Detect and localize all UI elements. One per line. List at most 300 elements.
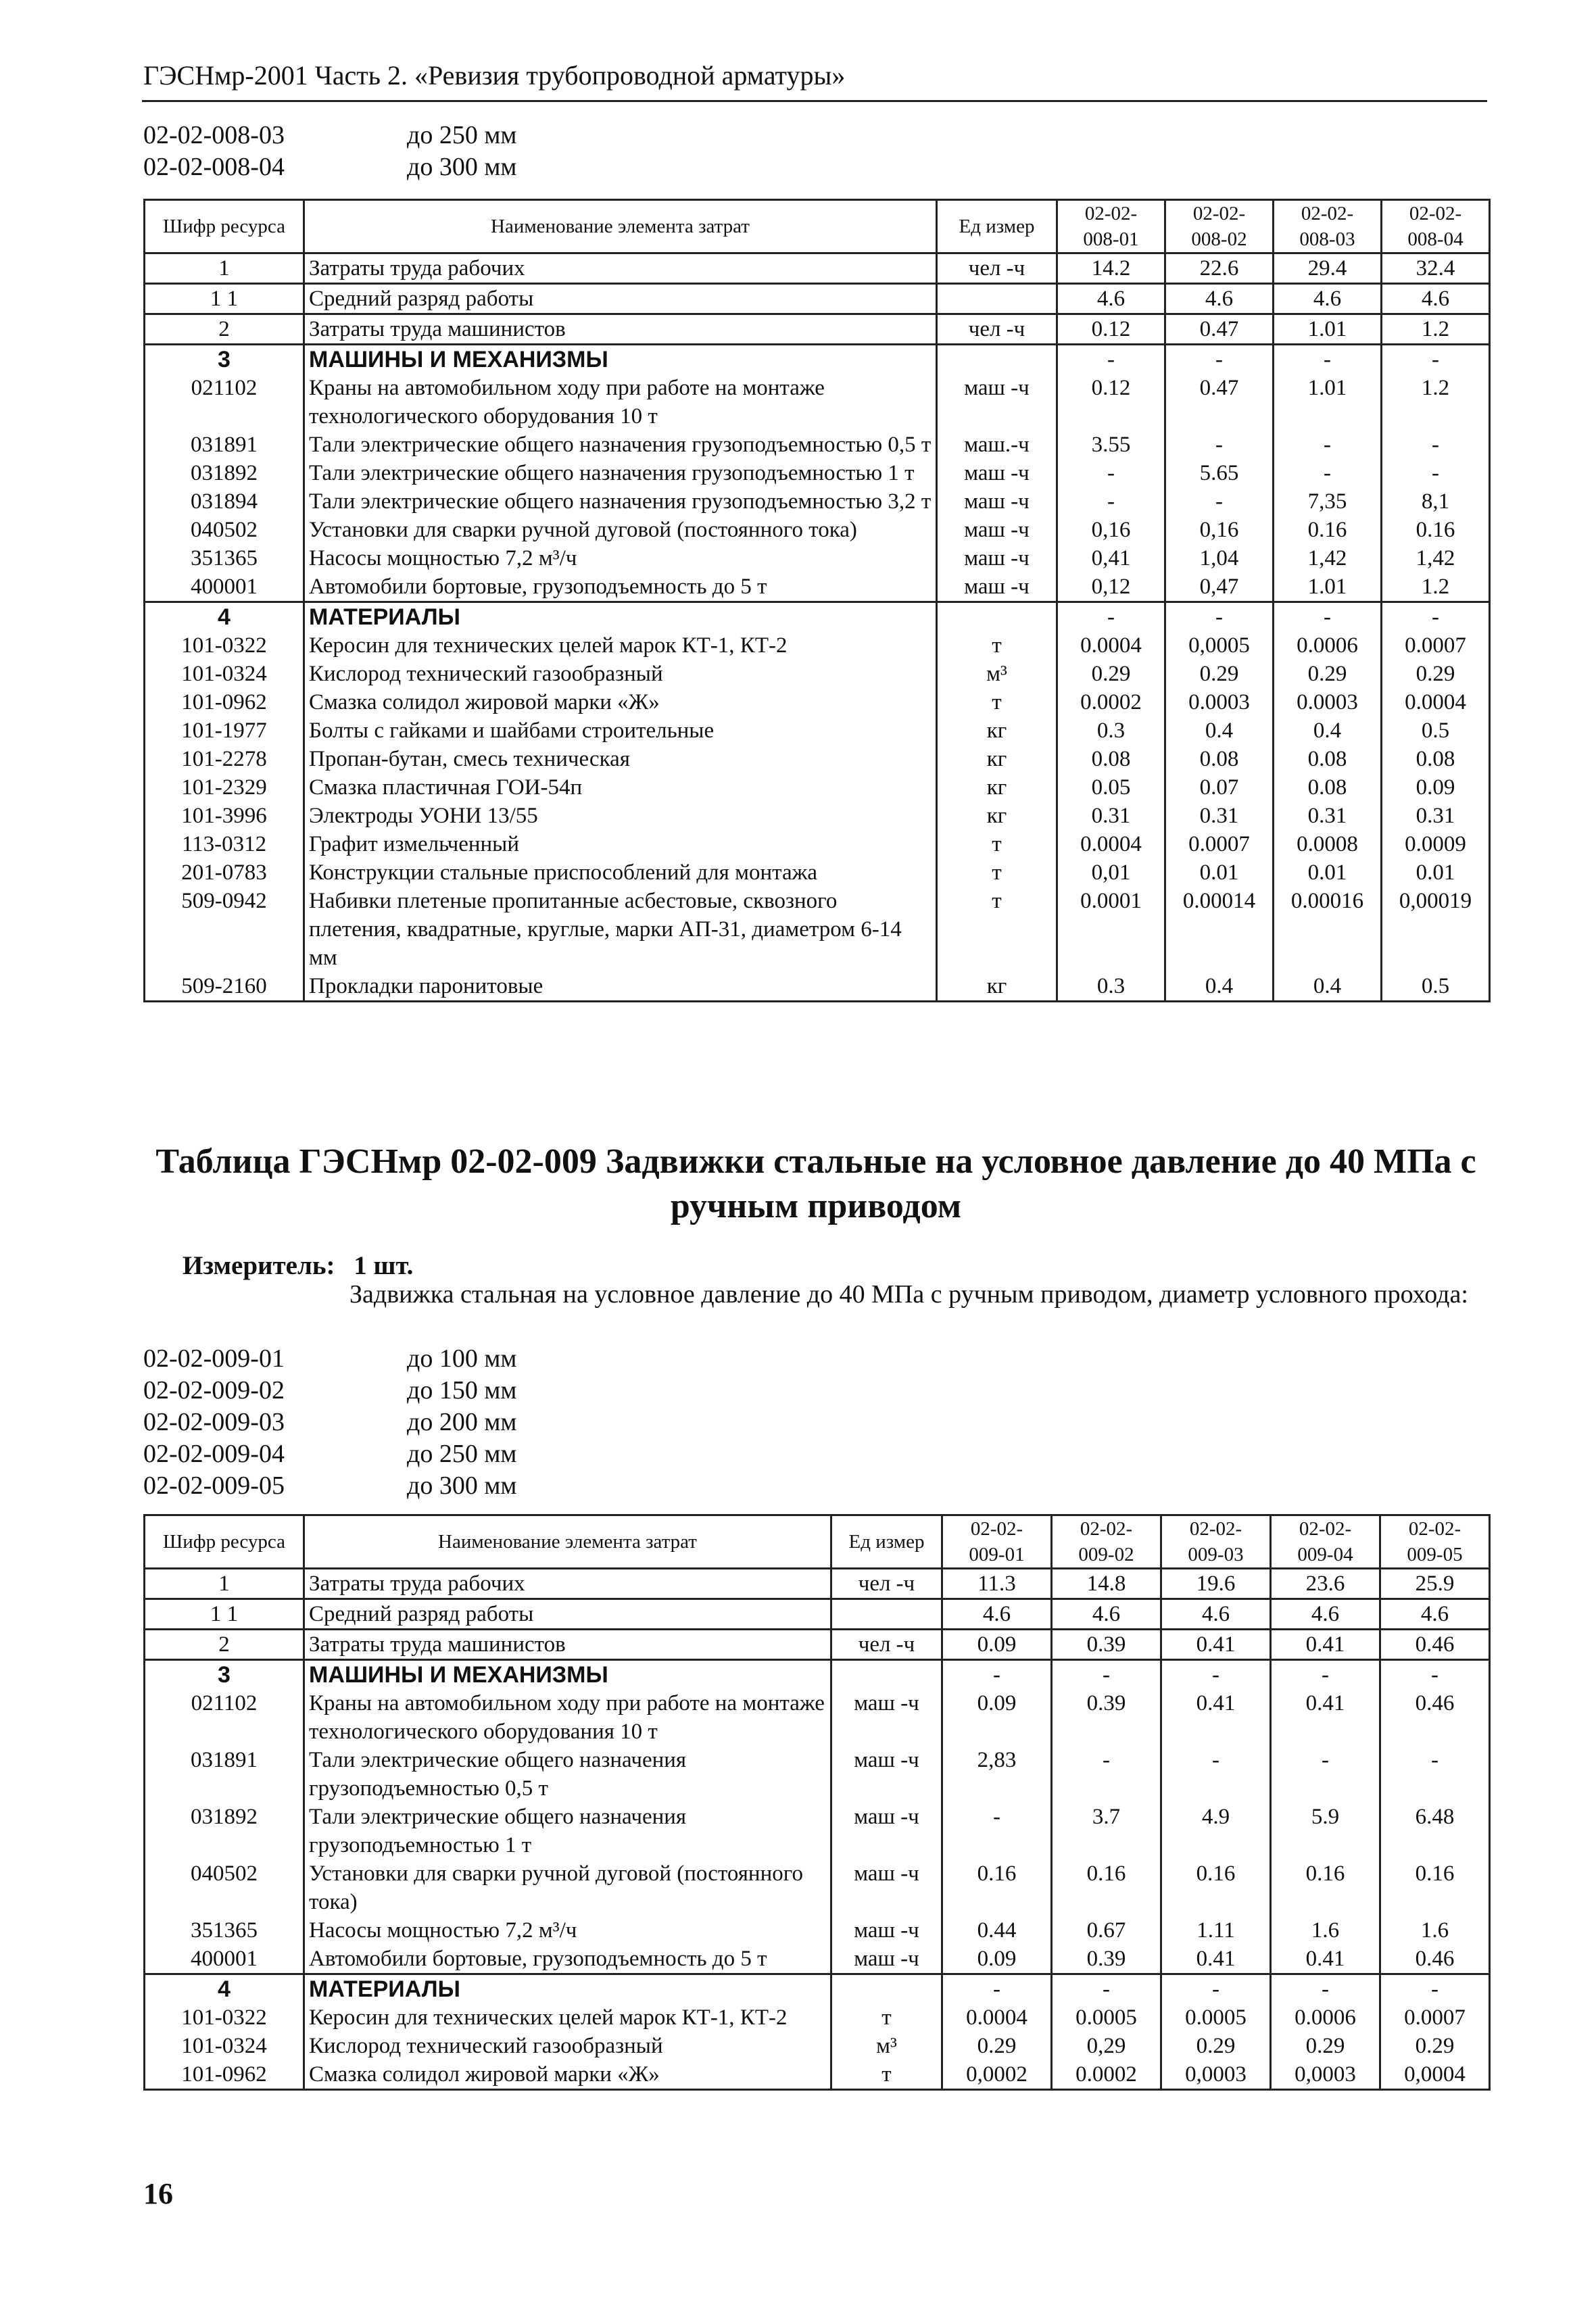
resource-code: 040502 <box>145 1859 304 1916</box>
cost-element-name: Электроды УОНИ 13/55 <box>304 802 937 830</box>
value-cell: 4.6 <box>1052 1599 1161 1630</box>
unit-cell <box>831 1660 942 1690</box>
value-cell: 0.0004 <box>1057 631 1165 660</box>
value-cell: 6.48 <box>1380 1803 1490 1859</box>
value-cell: 0.29 <box>942 2032 1052 2060</box>
value-cell: 1,42 <box>1274 544 1382 572</box>
table-row <box>145 2060 1490 2090</box>
item-size: до 300 мм <box>407 1471 517 1500</box>
unit-cell: кг <box>937 745 1057 773</box>
column-header: Шифр ресурса <box>145 1515 304 1569</box>
value-cell: 0.29 <box>1382 660 1490 688</box>
table-row <box>145 345 1490 374</box>
table-row <box>145 253 1490 284</box>
cost-element-name: Смазка солидол жировой марки «Ж» <box>304 688 937 716</box>
value-cell: 0.41 <box>1161 1945 1271 1974</box>
list-item <box>143 1438 516 1470</box>
unit-cell: чел -ч <box>831 1569 942 1599</box>
value-cell: 0.29 <box>1271 2032 1380 2060</box>
list-item <box>143 1375 516 1407</box>
resource-code: 040502 <box>145 516 304 544</box>
value-cell: 0.01 <box>1382 858 1490 887</box>
value-cell: 1.2 <box>1382 374 1490 431</box>
cost-element-name: МАТЕРИАЛЫ <box>304 1974 831 2004</box>
table-row <box>145 1859 1490 1916</box>
value-cell: - <box>1380 1660 1490 1690</box>
value-cell: - <box>1052 1746 1161 1803</box>
value-cell: - <box>1052 1974 1161 2004</box>
cost-element-name: Насосы мощностью 7,2 м³/ч <box>304 1916 831 1945</box>
cost-element-name: Средний разряд работы <box>304 284 937 314</box>
table-row <box>145 459 1490 487</box>
cost-element-name: МАТЕРИАЛЫ <box>304 602 937 632</box>
cost-element-name: Автомобили бортовые, грузоподъемность до 5 т <box>304 1945 831 1974</box>
value-cell: - <box>1382 345 1490 374</box>
unit-cell <box>937 602 1057 632</box>
value-cell: 25.9 <box>1380 1569 1490 1599</box>
measure <box>183 1250 413 1281</box>
item-size: до 200 мм <box>407 1408 517 1436</box>
value-cell: - <box>1057 459 1165 487</box>
column-header: Шифр ресурса <box>145 200 304 253</box>
value-cell: 14.2 <box>1057 253 1165 284</box>
column-header: Наименование элемента затрат <box>304 1515 831 1569</box>
value-cell: - <box>942 1803 1052 1859</box>
value-cell: 0,47 <box>1165 572 1274 602</box>
resource-code: 021102 <box>145 1689 304 1746</box>
resource-code: 509-2160 <box>145 972 304 1002</box>
value-cell: 0.41 <box>1271 1945 1380 1974</box>
value-cell: 8,1 <box>1382 487 1490 516</box>
cost-element-name: Болты с гайками и шайбами строительные <box>304 716 937 745</box>
resource-code: 400001 <box>145 1945 304 1974</box>
value-cell: 0.31 <box>1057 802 1165 830</box>
table-row <box>145 631 1490 660</box>
table-row <box>145 716 1490 745</box>
table-row <box>145 1689 1490 1746</box>
value-cell: 0.08 <box>1382 745 1490 773</box>
resource-code: 101-0962 <box>145 688 304 716</box>
value-cell: 1.2 <box>1382 314 1490 345</box>
value-cell: 5.65 <box>1165 459 1274 487</box>
value-cell: 0.31 <box>1274 802 1382 830</box>
value-cell: 0.31 <box>1382 802 1490 830</box>
value-cell: 0.41 <box>1161 1630 1271 1660</box>
value-cell: - <box>1057 345 1165 374</box>
value-cell: 0.0005 <box>1052 2003 1161 2032</box>
unit-cell: маш -ч <box>831 1859 942 1916</box>
value-cell: 4.6 <box>1057 284 1165 314</box>
table-title: Таблица ГЭСНмр 02-02-009 Задвижки стальные на условное давление до 40 МПа с ручным приводом <box>155 1142 1476 1225</box>
column-header: 02-02- 009-04 <box>1271 1515 1380 1569</box>
value-cell: 0.08 <box>1165 745 1274 773</box>
value-cell: 0.00014 <box>1165 887 1274 972</box>
measure-value: 1 шт. <box>354 1251 414 1280</box>
table-row <box>145 1974 1490 2004</box>
value-cell: 0,41 <box>1057 544 1165 572</box>
value-cell: 0.4 <box>1165 716 1274 745</box>
table-row <box>145 660 1490 688</box>
header-rule <box>142 100 1487 102</box>
resource-code: 4 <box>145 1974 304 2004</box>
unit-cell: кг <box>937 716 1057 745</box>
resource-code: 031891 <box>145 431 304 459</box>
cost-element-name: Тали электрические общего назначения грузоподъемностью 0,5 т <box>304 431 937 459</box>
unit-cell <box>831 1974 942 2004</box>
value-cell: 0,00019 <box>1382 887 1490 972</box>
table-row <box>145 284 1490 314</box>
value-cell: 32.4 <box>1382 253 1490 284</box>
cost-element-name: МАШИНЫ И МЕХАНИЗМЫ <box>304 1660 831 1690</box>
value-cell: 19.6 <box>1161 1569 1271 1599</box>
table-row <box>145 773 1490 802</box>
cost-element-name: Средний разряд работы <box>304 1599 831 1630</box>
value-cell: 0.3 <box>1057 716 1165 745</box>
resource-code: 1 <box>145 253 304 284</box>
value-cell: - <box>1271 1746 1380 1803</box>
value-cell: - <box>942 1974 1052 2004</box>
value-cell: 0.16 <box>1380 1859 1490 1916</box>
cost-element-name: Тали электрические общего назначения грузоподъемностью 0,5 т <box>304 1746 831 1803</box>
resource-code: 113-0312 <box>145 830 304 858</box>
value-cell: 0.0006 <box>1274 631 1382 660</box>
table-row <box>145 830 1490 858</box>
table-row <box>145 1630 1490 1660</box>
column-header: 02-02- 008-01 <box>1057 200 1165 253</box>
cost-element-name: Кислород технический газообразный <box>304 2032 831 2060</box>
value-cell: 0.01 <box>1274 858 1382 887</box>
item-code: 02-02-009-04 <box>143 1440 285 1468</box>
value-cell: 0.0007 <box>1165 830 1274 858</box>
value-cell: 0,16 <box>1165 516 1274 544</box>
cost-element-name: Затраты труда машинистов <box>304 1630 831 1660</box>
unit-cell: т <box>937 631 1057 660</box>
resource-code: 101-0324 <box>145 2032 304 2060</box>
table-row <box>145 1803 1490 1859</box>
value-cell: 0,0004 <box>1380 2060 1490 2090</box>
unit-cell: маш -ч <box>937 459 1057 487</box>
unit-cell: маш -ч <box>831 1916 942 1945</box>
unit-cell: чел -ч <box>937 253 1057 284</box>
item-code: 02-02-009-02 <box>143 1376 285 1405</box>
table-row <box>145 688 1490 716</box>
value-cell: 29.4 <box>1274 253 1382 284</box>
resource-code: 031892 <box>145 1803 304 1859</box>
value-cell: - <box>1161 1974 1271 2004</box>
column-header: 02-02- 008-04 <box>1382 200 1490 253</box>
value-cell: 0,0002 <box>942 2060 1052 2090</box>
value-cell: - <box>1161 1746 1271 1803</box>
page-number: 16 <box>143 2177 173 2210</box>
value-cell: 3.55 <box>1057 431 1165 459</box>
value-cell: 22.6 <box>1165 253 1274 284</box>
table-row <box>145 544 1490 572</box>
value-cell: 0.16 <box>1271 1859 1380 1916</box>
table-row <box>145 516 1490 544</box>
list-item <box>143 151 516 183</box>
list-item <box>143 1407 516 1438</box>
value-cell: 4.6 <box>1382 284 1490 314</box>
value-cell: - <box>1052 1660 1161 1690</box>
value-cell: 0.47 <box>1165 314 1274 345</box>
unit-cell: маш -ч <box>937 374 1057 431</box>
table-row <box>145 374 1490 431</box>
unit-cell: т <box>937 688 1057 716</box>
cost-element-name: Графит измельченный <box>304 830 937 858</box>
table-row <box>145 487 1490 516</box>
value-cell: - <box>1380 1974 1490 2004</box>
unit-cell <box>937 345 1057 374</box>
value-cell: 4.6 <box>942 1599 1052 1630</box>
item-size: до 250 мм <box>407 1440 517 1468</box>
resource-code: 101-2278 <box>145 745 304 773</box>
cost-element-name: Автомобили бортовые, грузоподъемность до 5 т <box>304 572 937 602</box>
unit-cell <box>831 1599 942 1630</box>
item-size: до 100 мм <box>407 1344 517 1373</box>
value-cell: 1.2 <box>1382 572 1490 602</box>
cost-element-name: Тали электрические общего назначения грузоподъемностью 1 т <box>304 1803 831 1859</box>
value-cell: - <box>1382 602 1490 632</box>
resource-code: 1 1 <box>145 1599 304 1630</box>
cost-element-name: Насосы мощностью 7,2 м³/ч <box>304 544 937 572</box>
table-row <box>145 1599 1490 1630</box>
unit-cell: кг <box>937 972 1057 1002</box>
item-size: до 150 мм <box>407 1376 517 1405</box>
value-cell: 0.0007 <box>1382 631 1490 660</box>
resource-code: 201-0783 <box>145 858 304 887</box>
cost-element-name: Пропан-бутан, смесь техническая <box>304 745 937 773</box>
value-cell: - <box>1274 345 1382 374</box>
value-cell: 0.29 <box>1057 660 1165 688</box>
value-cell: 0.16 <box>1052 1859 1161 1916</box>
table-row <box>145 602 1490 632</box>
column-header: 02-02- 009-05 <box>1380 1515 1490 1569</box>
unit-cell: маш.-ч <box>937 431 1057 459</box>
value-cell: 0.08 <box>1274 773 1382 802</box>
item-size: до 250 мм <box>407 121 517 149</box>
item-size: до 300 мм <box>407 153 517 181</box>
cost-element-name: Краны на автомобильном ходу при работе на монтаже технологического оборудования 10 т <box>304 374 937 431</box>
column-header: 02-02- 009-03 <box>1161 1515 1271 1569</box>
value-cell: 0.16 <box>1161 1859 1271 1916</box>
value-cell: 0.39 <box>1052 1630 1161 1660</box>
value-cell: 0.4 <box>1165 972 1274 1002</box>
value-cell: 0,01 <box>1057 858 1165 887</box>
value-cell: - <box>1382 459 1490 487</box>
column-header: 02-02- 008-02 <box>1165 200 1274 253</box>
cost-element-name: Тали электрические общего назначения грузоподъемностью 1 т <box>304 459 937 487</box>
table-row <box>145 1746 1490 1803</box>
table-row <box>145 1569 1490 1599</box>
value-cell: 1.6 <box>1271 1916 1380 1945</box>
resource-code: 101-0324 <box>145 660 304 688</box>
item-code: 02-02-009-01 <box>143 1344 285 1373</box>
resource-code: 509-0942 <box>145 887 304 972</box>
value-cell: 0.09 <box>1382 773 1490 802</box>
value-cell: 23.6 <box>1271 1569 1380 1599</box>
resource-code: 101-0322 <box>145 631 304 660</box>
value-cell: 0.29 <box>1165 660 1274 688</box>
value-cell: 0.46 <box>1380 1689 1490 1746</box>
cost-element-name: Затраты труда машинистов <box>304 314 937 345</box>
resource-code: 351365 <box>145 1916 304 1945</box>
value-cell: 0.29 <box>1161 2032 1271 2060</box>
value-cell: 1.01 <box>1274 572 1382 602</box>
value-cell: - <box>1165 345 1274 374</box>
unit-cell <box>937 284 1057 314</box>
value-cell: 0.4 <box>1274 716 1382 745</box>
value-cell: 0.41 <box>1271 1689 1380 1746</box>
value-cell: 0.5 <box>1382 716 1490 745</box>
resource-code: 101-3996 <box>145 802 304 830</box>
column-header: 02-02- 008-03 <box>1274 200 1382 253</box>
value-cell: 0.41 <box>1161 1689 1271 1746</box>
value-cell: - <box>1271 1974 1380 2004</box>
table-row <box>145 858 1490 887</box>
resource-code: 101-0962 <box>145 2060 304 2090</box>
table-row <box>145 1916 1490 1945</box>
resource-code: 2 <box>145 314 304 345</box>
column-header: Наименование элемента затрат <box>304 200 937 253</box>
value-cell: 0.09 <box>942 1945 1052 1974</box>
table-row <box>145 802 1490 830</box>
value-cell: 0.0006 <box>1271 2003 1380 2032</box>
unit-cell: маш -ч <box>937 487 1057 516</box>
value-cell: 0.0009 <box>1382 830 1490 858</box>
value-cell: 0.0004 <box>1382 688 1490 716</box>
value-cell: 0.29 <box>1274 660 1382 688</box>
column-header: 02-02- 009-02 <box>1052 1515 1161 1569</box>
unit-cell: т <box>937 887 1057 972</box>
table-row <box>145 1660 1490 1690</box>
value-cell: - <box>1165 431 1274 459</box>
value-cell: 0.08 <box>1057 745 1165 773</box>
value-cell: 0.01 <box>1165 858 1274 887</box>
value-cell: 0.46 <box>1380 1945 1490 1974</box>
table-row <box>145 572 1490 602</box>
table-row <box>145 1945 1490 1974</box>
top-items-list <box>143 120 516 183</box>
resource-code: 101-1977 <box>145 716 304 745</box>
resource-code: 031891 <box>145 1746 304 1803</box>
value-cell: - <box>1274 459 1382 487</box>
table-row <box>145 887 1490 972</box>
cost-element-name: Краны на автомобильном ходу при работе на монтаже технологического оборудования 10 т <box>304 1689 831 1746</box>
value-cell: 4.6 <box>1380 1599 1490 1630</box>
value-cell: 0,0003 <box>1271 2060 1380 2090</box>
table-row <box>145 314 1490 345</box>
table-row <box>145 2032 1490 2060</box>
value-cell: - <box>1165 487 1274 516</box>
resource-code: 1 1 <box>145 284 304 314</box>
unit-cell: т <box>937 858 1057 887</box>
resource-code: 101-2329 <box>145 773 304 802</box>
resource-code: 400001 <box>145 572 304 602</box>
cost-element-name: Смазка пластичная ГОИ-54п <box>304 773 937 802</box>
unit-cell: маш -ч <box>831 1689 942 1746</box>
value-cell: 0,29 <box>1052 2032 1161 2060</box>
value-cell: 0.09 <box>942 1689 1052 1746</box>
list-item <box>143 1343 516 1375</box>
unit-cell: маш -ч <box>831 1945 942 1974</box>
value-cell: 14.8 <box>1052 1569 1161 1599</box>
value-cell: 4.6 <box>1271 1599 1380 1630</box>
table-row <box>145 972 1490 1002</box>
value-cell: 0.12 <box>1057 314 1165 345</box>
value-cell: 4.6 <box>1165 284 1274 314</box>
table-row <box>145 2003 1490 2032</box>
resource-code: 031894 <box>145 487 304 516</box>
table-row <box>145 431 1490 459</box>
value-cell: 0.16 <box>1274 516 1382 544</box>
value-cell: 0,12 <box>1057 572 1165 602</box>
value-cell: - <box>1057 602 1165 632</box>
value-cell: 11.3 <box>942 1569 1052 1599</box>
cost-element-name: Прокладки паронитовые <box>304 972 937 1002</box>
value-cell: 0.0002 <box>1057 688 1165 716</box>
value-cell: - <box>1380 1746 1490 1803</box>
resource-code: 2 <box>145 1630 304 1660</box>
value-cell: 0.0003 <box>1274 688 1382 716</box>
value-cell: 0.0003 <box>1165 688 1274 716</box>
unit-cell: маш -ч <box>937 572 1057 602</box>
list-item <box>143 1470 516 1502</box>
unit-cell: чел -ч <box>831 1630 942 1660</box>
value-cell: 0.3 <box>1057 972 1165 1002</box>
column-header: Ед измер <box>937 200 1057 253</box>
value-cell: 1.01 <box>1274 314 1382 345</box>
items-list <box>143 1343 516 1502</box>
value-cell: 5.9 <box>1271 1803 1380 1859</box>
unit-cell: кг <box>937 773 1057 802</box>
value-cell: 1.01 <box>1274 374 1382 431</box>
unit-cell: т <box>937 830 1057 858</box>
cost-element-name: Керосин для технических целей марок КТ-1, КТ-2 <box>304 2003 831 2032</box>
resource-code: 1 <box>145 1569 304 1599</box>
value-cell: 0.5 <box>1382 972 1490 1002</box>
resource-code: 031892 <box>145 459 304 487</box>
value-cell: 0.0008 <box>1274 830 1382 858</box>
value-cell: 1.11 <box>1161 1916 1271 1945</box>
value-cell: - <box>942 1660 1052 1690</box>
resource-code: 101-0322 <box>145 2003 304 2032</box>
cost-element-name: Затраты труда рабочих <box>304 1569 831 1599</box>
value-cell: 0.4 <box>1274 972 1382 1002</box>
cost-element-name: Набивки плетеные пропитанные асбестовые, сквозного плетения, квадратные, круглые, марки АП-31, диаметром 6-14 мм <box>304 887 937 972</box>
value-cell: 0.39 <box>1052 1689 1161 1746</box>
value-cell: 0,0005 <box>1165 631 1274 660</box>
resource-code: 3 <box>145 1660 304 1690</box>
unit-cell: м³ <box>831 2032 942 2060</box>
item-code: 02-02-009-03 <box>143 1408 285 1436</box>
running-header: ГЭСНмр-2001 Часть 2. «Ревизия трубопроводной арматуры» <box>143 60 846 91</box>
value-cell: 0.00016 <box>1274 887 1382 972</box>
value-cell: 0.0002 <box>1052 2060 1161 2090</box>
item-code: 02-02-008-04 <box>143 153 285 181</box>
unit-cell: м³ <box>937 660 1057 688</box>
cost-element-name: Тали электрические общего назначения грузоподъемностью 3,2 т <box>304 487 937 516</box>
unit-cell: т <box>831 2060 942 2090</box>
table-header-row <box>145 200 1490 253</box>
value-cell: 0.08 <box>1274 745 1382 773</box>
unit-cell: кг <box>937 802 1057 830</box>
unit-cell: маш -ч <box>831 1746 942 1803</box>
value-cell: 7,35 <box>1274 487 1382 516</box>
value-cell: 4.6 <box>1274 284 1382 314</box>
cost-element-name: Керосин для технических целей марок КТ-1, КТ-2 <box>304 631 937 660</box>
item-code: 02-02-009-05 <box>143 1471 285 1500</box>
unit-cell: маш -ч <box>831 1803 942 1859</box>
